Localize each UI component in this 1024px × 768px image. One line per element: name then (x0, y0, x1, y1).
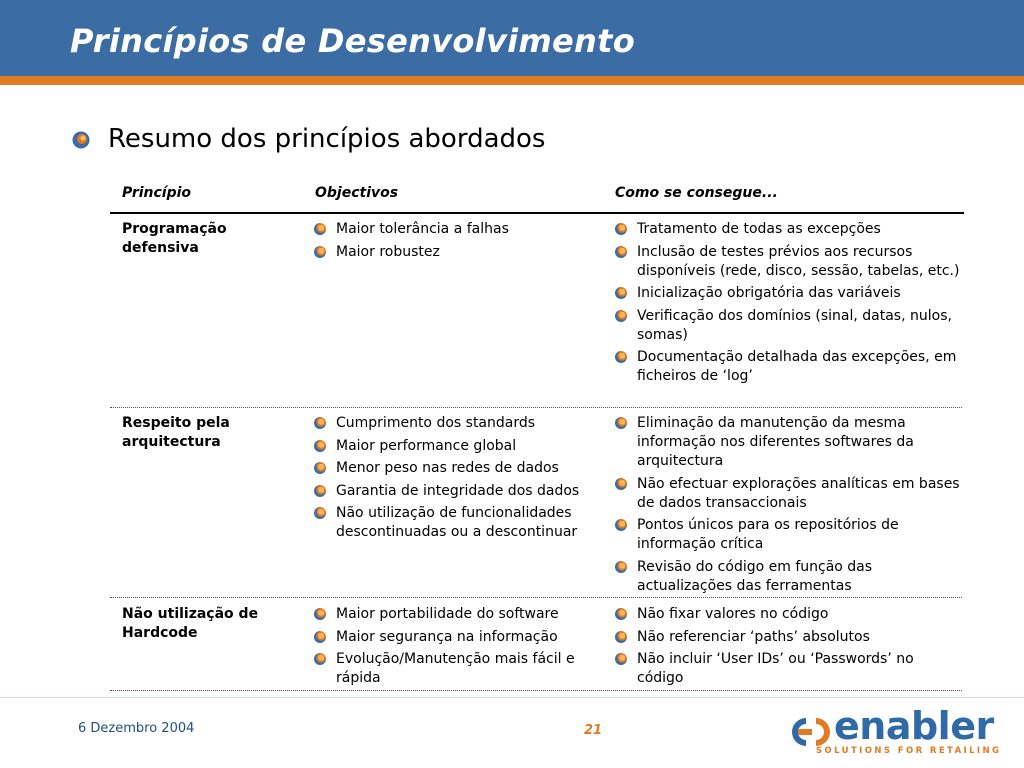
column-header-objectives: Objectivos (315, 185, 399, 201)
bullet-icon (314, 485, 326, 497)
footer-date: 6 Dezembro 2004 (78, 721, 195, 736)
bullet-icon (314, 608, 326, 620)
bullet-icon (314, 653, 326, 665)
list-item: Inicialização obrigatória das variáveis (615, 284, 960, 303)
bullet-icon (314, 440, 326, 452)
list-item: Inclusão de testes prévios aos recursos disponíveis (rede, disco, sessão, tabelas, etc.) (615, 243, 960, 281)
bullet-icon (72, 131, 90, 149)
objectives-list (314, 414, 594, 546)
list-item: Eliminação da manutenção da mesma informação nos diferentes softwares da arquitectura (615, 414, 960, 471)
footer-divider (0, 697, 1024, 698)
list-item: Não fixar valores no código (615, 605, 960, 624)
list-item: Maior segurança na informação (314, 628, 594, 647)
list-item: Verificação dos domínios (sinal, datas, nulos, somas) (615, 307, 960, 345)
list-item: Não efectuar explorações analíticas em bases de dados transaccionais (615, 475, 960, 513)
how-list (615, 220, 960, 390)
principle-cell: Programação defensiva (122, 221, 227, 256)
list-item: Maior robustez (314, 243, 594, 262)
list-item: Tratamento de todas as excepções (615, 220, 960, 239)
logo-tagline: SOLUTIONS FOR RETAILING (816, 746, 1002, 756)
bullet-icon (615, 478, 627, 490)
list-item: Revisão do código em função das actualizações das ferramentas (615, 558, 960, 596)
list-item: Maior portabilidade do software (314, 605, 594, 624)
objectives-list (314, 605, 594, 692)
bullet-icon (615, 631, 627, 643)
list-item: Não referenciar ‘paths’ absolutos (615, 628, 960, 647)
bullet-icon (314, 631, 326, 643)
title-bar-stripe (0, 76, 1024, 85)
bullet-icon (314, 507, 326, 519)
list-item: Não incluir ‘User IDs’ ou ‘Passwords’ no código (615, 650, 960, 688)
list-item: Cumprimento dos standards (314, 414, 594, 433)
bullet-icon (615, 561, 627, 573)
bullet-icon (615, 653, 627, 665)
row-divider (110, 690, 962, 691)
list-item: Garantia de integridade dos dados (314, 482, 594, 501)
bullet-icon (615, 310, 627, 322)
row-divider (110, 407, 962, 408)
bullet-icon (615, 351, 627, 363)
header-divider (110, 212, 964, 214)
bullet-icon (314, 246, 326, 258)
list-item: Não utilização de funcionalidades descontinuadas ou a descontinuar (314, 504, 594, 542)
bullet-icon (615, 246, 627, 258)
bullet-icon (314, 417, 326, 429)
bullet-icon (615, 223, 627, 235)
how-list (615, 605, 960, 692)
section-heading: Resumo dos princípios abordados (108, 124, 546, 154)
row-divider (110, 597, 962, 598)
bullet-icon (314, 223, 326, 235)
bullet-icon (615, 417, 627, 429)
page-title: Princípios de Desenvolvimento (70, 22, 635, 60)
bullet-icon (615, 519, 627, 531)
list-item: Maior tolerância a falhas (314, 220, 594, 239)
list-item: Maior performance global (314, 437, 594, 456)
principle-cell: Não utilização de Hardcode (122, 606, 259, 641)
page-number: 21 (584, 723, 603, 738)
list-item: Pontos únicos para os repositórios de informação crítica (615, 516, 960, 554)
list-item: Evolução/Manutenção mais fácil e rápida (314, 650, 594, 688)
list-item: Menor peso nas redes de dados (314, 459, 594, 478)
enabler-logo (788, 704, 1008, 760)
list-item: Documentação detalhada das excepções, em ficheiros de ‘log’ (615, 348, 960, 386)
bullet-icon (615, 608, 627, 620)
bullet-icon (314, 462, 326, 474)
bullet-icon (615, 287, 627, 299)
column-header-principle: Princípio (122, 185, 192, 201)
how-list (615, 414, 960, 599)
column-header-how: Como se consegue... (615, 185, 778, 201)
objectives-list (314, 220, 594, 265)
principle-cell: Respeito pela arquitectura (122, 415, 230, 450)
logo-wordmark: enabler (834, 704, 994, 748)
